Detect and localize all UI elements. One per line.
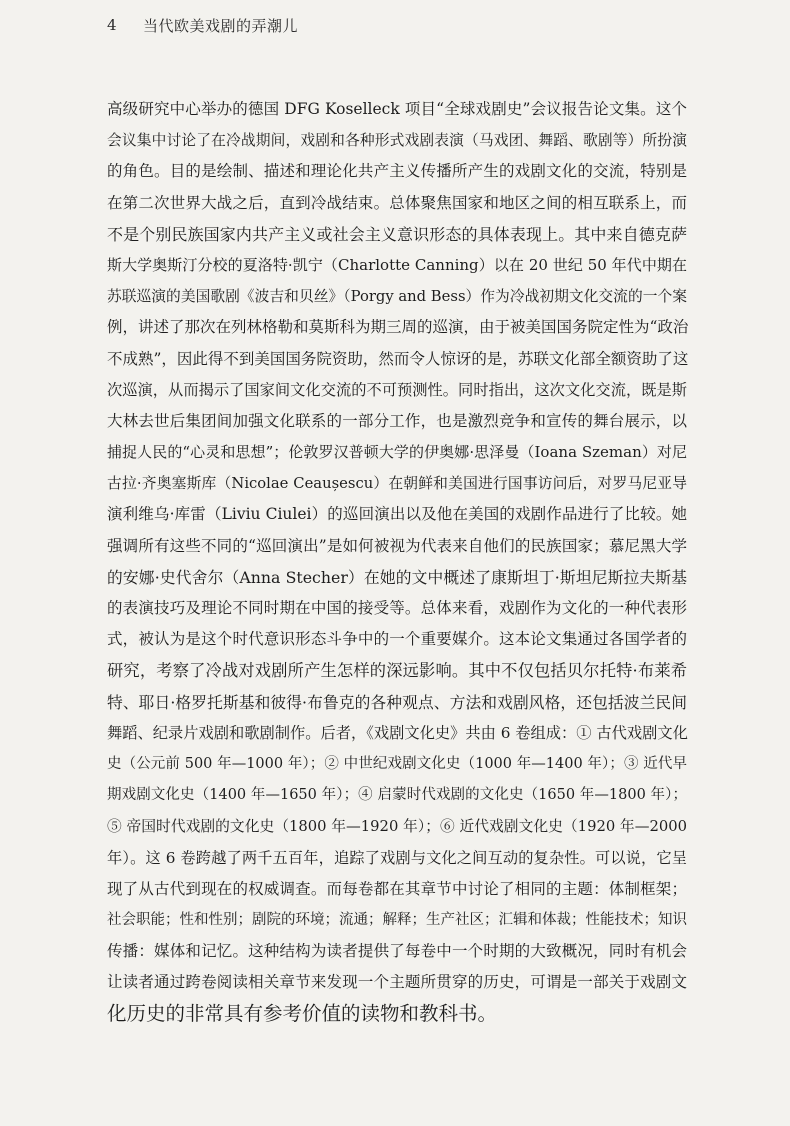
text-line: 古拉·齐奥塞斯库（Nicolae Ceaușescu）在朝鲜和美国进行国事访问后，对罗马尼亚导 [107, 475, 687, 493]
text-line: 在第二次世界大战之后，直到冷战结束。总体聚焦国家和地区之间的相互联系上，而 [107, 193, 687, 212]
text-line: 史（公元前 500 年—1000 年）；② 中世纪戏剧文化史（1000 年—1400 年）；③ 近代早 [107, 755, 687, 772]
text-line: 不成熟”，因此得不到美国国务院资助，然而令人惊讶的是，苏联文化部全额资助了这 [107, 349, 689, 368]
text-line: 研究，考察了冷战对戏剧所产生怎样的深远影响。其中不仅包括贝尔托特·布莱希 [107, 661, 687, 681]
text-line: 社会职能；性和性别；剧院的环境；流通；解释；生产社区；汇辑和体裁；性能技术；知识 [107, 911, 687, 928]
text-line: 现了从古代到现在的权威调查。而每卷都在其章节中讨论了相同的主题：体制框架； [107, 879, 687, 898]
body-text [107, 94, 687, 1030]
text-line: 不是个别民族国家内共产主义或社会主义意识形态的具体表现上。其中来自德克萨 [107, 224, 687, 244]
text-line: ⑤ 帝国时代戏剧的文化史（1800 年—1920 年）；⑥ 近代戏剧文化史（1920 年—2000 [107, 818, 687, 836]
text-line: 传播：媒体和记忆。这种结构为读者提供了每卷中一个时期的大致概况，同时有机会 [107, 942, 687, 961]
text-line: 的角色。目的是绘制、描述和理论化共产主义传播所产生的戏剧文化的交流，特别是 [107, 162, 687, 181]
text-line: 特、耶日·格罗托斯基和彼得·布鲁克的各种观点、方法和戏剧风格，还包括波兰民间 [107, 692, 687, 712]
text-line: 苏联巡演的美国歌剧《波吉和贝丝》（Porgy and Bess）作为冷战初期文化交流的一个案 [107, 288, 687, 306]
running-title: 当代欧美戏剧的弄潮儿 [143, 16, 299, 35]
text-line: 高级研究中心举办的德国 DFG Koselleck 项目“全球戏剧史”会议报告论文集。这个 [107, 100, 687, 118]
text-line: 化历史的非常具有参考价值的读物和教科书。 [107, 1002, 498, 1026]
text-line: 的安娜·史代舍尔（Anna Stecher）在她的文中概述了康斯坦丁·斯坦尼斯拉夫斯基 [107, 567, 687, 587]
text-line: 大林去世后集团间加强文化联系的一部分工作，也是激烈竞争和宣传的舞台展示，以 [107, 411, 687, 430]
text-line: 年）。这 6 卷跨越了两千五百年，追踪了戏剧与文化之间互动的复杂性。可以说，它呈 [107, 848, 687, 867]
running-header [107, 14, 298, 36]
text-line: 的表演技巧及理论不同时期在中国的接受等。总体来看，戏剧作为文化的一种代表形 [107, 599, 687, 617]
text-line: 会议集中讨论了在冷战期间，戏剧和各种形式戏剧表演（马戏团、舞蹈、歌剧等）所扮演 [107, 132, 687, 150]
text-line: 例，讲述了那次在列林格勒和莫斯科为期三周的巡演，由于被美国国务院定性为“政治 [107, 318, 689, 337]
page-number: 4 [107, 16, 117, 34]
text-line: 演利维乌·库雷（Liviu Ciulei）的巡回演出以及他在美国的戏剧作品进行了比较。她 [107, 505, 687, 524]
text-line: 次巡演，从而揭示了国家间文化交流的不可预测性。同时指出，这次文化交流，既是斯 [107, 380, 687, 399]
text-line: 式，被认为是这个时代意识形态斗争中的一个重要媒介。这本论文集通过各国学者的 [107, 630, 687, 649]
text-line: 强调所有这些不同的“巡回演出”是如何被视为代表来自他们的民族国家；慕尼黑大学 [107, 536, 687, 555]
text-line: 斯大学奥斯汀分校的夏洛特·凯宁（Charlotte Canning）以在 20 世纪 50 年代中期在 [107, 255, 687, 274]
text-line: 期戏剧文化史（1400 年—1650 年）；④ 启蒙时代戏剧的文化史（1650 年—1800 年）； [107, 787, 687, 804]
text-line: 让读者通过跨卷阅读相关章节来发现一个主题所贯穿的历史，可谓是一部关于戏剧文 [107, 973, 687, 992]
text-line: 捕捉人民的“心灵和思想”；伦敦罗汉普顿大学的伊奥娜·思泽曼（Ioana Szeman）对尼 [107, 443, 687, 462]
text-line: 舞蹈、纪录片戏剧和歌剧制作。后者，《戏剧文化史》共由 6 卷组成：① 古代戏剧文化 [107, 723, 688, 742]
